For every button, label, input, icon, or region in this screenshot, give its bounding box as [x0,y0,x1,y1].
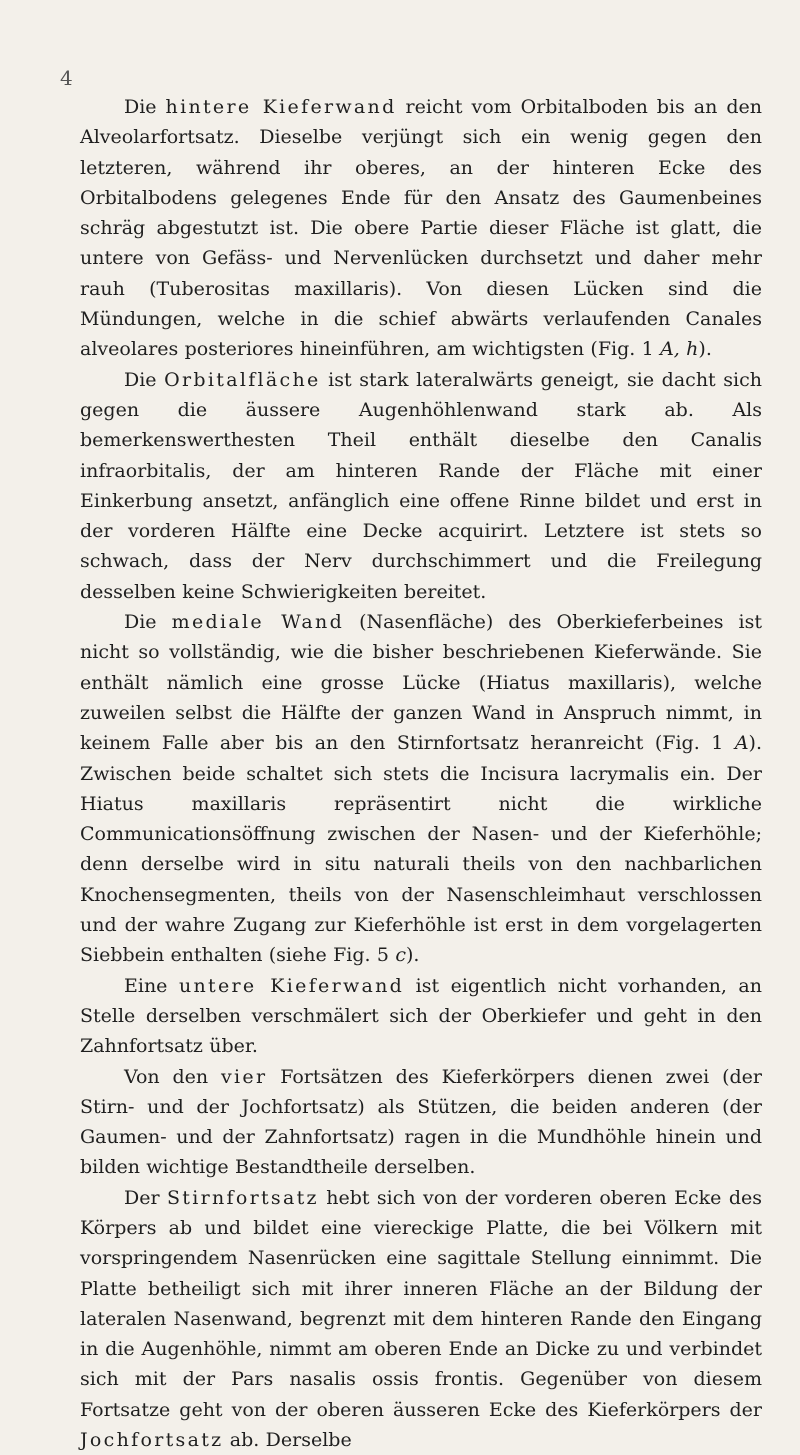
text-run: reicht vom Orbitalboden bis an den Alveolarfortsatz. Dieselbe verjüngt sich ein wenig gegen den letzteren, während ihr oberes, an der hinteren Ecke des Orbitalbodens gelegenes Ende für den Ansatz des Gaumenbeines schräg abgestutzt ist. Die obere Partie dieser Fläche ist glatt, die untere von Gefäss- und Nervenlücken durchsetzt und daher mehr rauh (Tuberositas maxillaris). Von diesen Lücken sind die Mündungen, welche in die schief abwärts verlaufenden Canales alveolares posteriores hineinführen, am wichtigsten (Fig. 1 [80,96,762,361]
spaced-term: hintere Kieferwand [165,96,397,118]
text-run: hebt sich von der vorderen oberen Ecke des Körpers ab und bildet eine viereckige Platte, die bei Völkern mit vorspringendem Nasenrücken eine sagittale Stellung einnimmt. Die Platte betheiligt sich mit ihrer inneren Fläche an der Bildung der lateralen Nasenwand, begrenzt mit dem hinteren Rande den Eingang in die Augenhöhle, nimmt am oberen Ende an Dicke zu und verbindet sich mit der Pars nasalis ossis frontis. Gegenüber von diesem Fortsatze geht von der oberen äusseren Ecke des Kieferkörpers der [80,1186,762,1421]
body-text [80,92,762,1455]
spaced-term: mediale Wand [171,611,345,634]
text-run: ). [405,944,420,967]
paragraph-mediale-wand [80,607,762,971]
text-run: Die [124,611,172,634]
text-run: ist eigentlich nicht vorhanden, an Stelle derselben verschmälert sich der Oberkiefer und geht in den Zahnfortsatz über. [80,974,762,1058]
spaced-term: untere Kieferwand [178,974,405,997]
text-run: Fortsätzen des Kieferkörpers dienen zwei (der Stirn- und der Jochfortsatz) als Stützen, die beiden anderen (der Gaumen- und der Zahnfortsatz) ragen in die Mundhöhle hinein und bilden wichtige Bestandtheile derselben. [80,1065,762,1179]
text-run: ). Zwischen beide schaltet sich stets die Incisura lacrymalis ein. Der Hiatus maxillaris repräsentirt nicht die wirkliche Communicationsöffnung zwischen der Nasen- und der Kieferhöhle; denn derselbe wird in situ naturali theils von den nachbarlichen Knochensegmenten, theils von der Nasenschleimhaut verschlossen und der wahre Zugang zur Kieferhöhle ist erst in dem vorgelagerten Siebbein enthalten (siehe Fig. 5 [80,732,762,967]
paragraph-hintere-kieferwand [80,92,762,365]
spaced-term: vier [221,1065,268,1088]
paragraph-orbitalflaeche [80,365,762,607]
spaced-term: Orbitalfläche [164,368,321,391]
text-run: Die [124,96,166,118]
text-run: ist stark lateralwärts geneigt, sie dacht sich gegen die äussere Augenhöhlenwand stark ab. Als bemerkenswerthesten Theil enthält dieselbe den Canalis infraorbitalis, der am hinteren Rande der Fläche mit einer Einkerbung ansetzt, anfänglich eine offene Rinne bildet und erst in der vorderen Hälfte eine Decke acquirirt. Letztere ist stets so schwach, dass der Nerv durchschimmert und die Freilegung desselben keine Schwierigkeiten bereitet. [80,368,762,603]
page-number: 4 [60,66,73,90]
paragraph-vier-fortsaetze [80,1062,762,1183]
figure-reference: c [395,944,406,967]
text-run: Die [124,368,165,391]
figure-reference: A, h [660,338,699,361]
text-run: ab. Derselbe [223,1429,352,1452]
paragraph-stirnfortsatz [80,1183,762,1455]
spaced-term: Stirnfortsatz [166,1186,319,1209]
text-run: Von den [124,1065,222,1088]
paragraph-untere-kieferwand [80,971,762,1062]
text-run: (Nasenfläche) des Oberkieferbeines ist nicht so vollständig, wie die bisher beschriebenen Kieferwände. Sie enthält nämlich eine grosse Lücke (Hiatus maxillaris), welche zuweilen selbst die Hälfte der ganzen Wand in Anspruch nimmt, in keinem Falle aber bis an den Stirnfortsatz heranreicht (Fig. 1 [80,611,762,755]
figure-reference: A [734,732,749,755]
spaced-term: Jochfortsatz [80,1429,224,1452]
text-run: ). [698,338,712,361]
text-run: Eine [124,974,179,997]
text-run: Der [124,1186,167,1209]
